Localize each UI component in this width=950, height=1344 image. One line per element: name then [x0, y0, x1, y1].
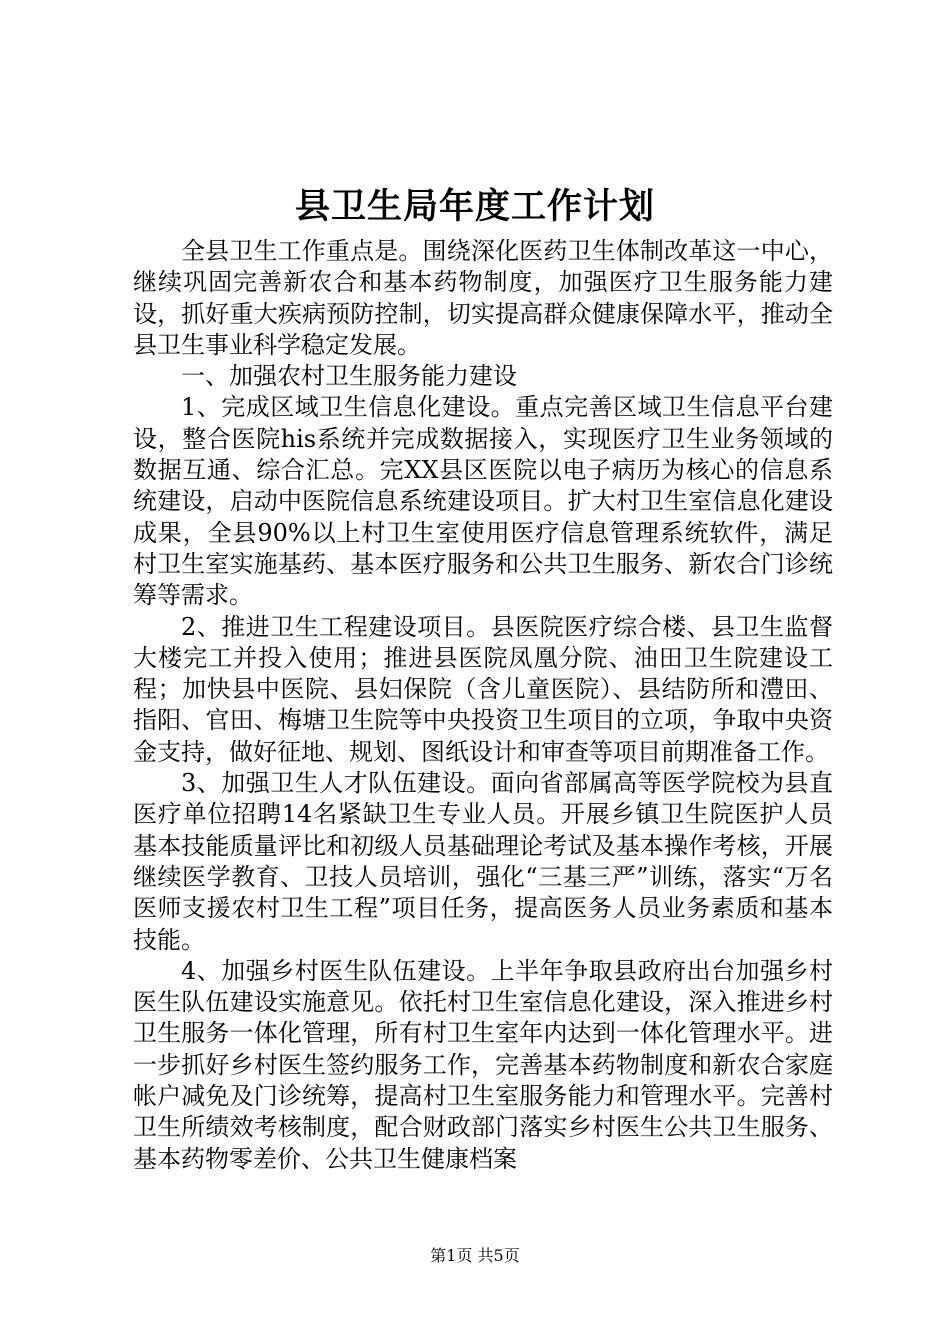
document-title: 县卫生局年度工作计划 — [294, 186, 655, 227]
paragraph-item-3: 3、加强卫生人才队伍建设。面向省部属高等医学院校为县直医疗单位招聘14名紧缺卫生专业人员。开展乡镇卫生院医护人员基本技能质量评比和初级人员基础理论考试及基本操作考核，开展继续医学教育、卫技人员培训，强化“三基三严”训练，落实“万名医师支援农村卫生工程”项目任务，提高医务人员业务素质和基本技能。 — [133, 769, 833, 954]
paragraph-item-1: 1、完成区域卫生信息化建设。重点完善区域卫生信息平台建设，整合医院his系统并完成数据接入，实现医疗卫生业务领域的数据互通、综合汇总。完XX县区医院以电子病历为核心的信息系统建设，启动中医院信息系统建设项目。扩大村卫生室信息化建设成果，全县90%以上村卫生室使用医疗信息管理系统软件，满足村卫生室实施基药、基本医疗服务和公共卫生服务、新农合门诊统筹等需求。 — [133, 393, 833, 610]
section-heading-1: 一、加强农村卫生服务能力建设 — [181, 362, 517, 391]
document-body — [133, 236, 833, 1175]
paragraph-item-4: 4、加强乡村医生队伍建设。上半年争取县政府出台加强乡村医生队伍建设实施意见。依托村卫生室信息化建设，深入推进乡村卫生服务一体化管理，所有村卫生室年内达到一体化管理水平。进一步抓好乡村医生签约服务工作，完善基本药物制度和新农合家庭帐户减免及门诊统筹，提高村卫生室服务能力和管理水平。完善村卫生所绩效考核制度，配合财政部门落实乡村医生公共卫生服务、基本药物零差价、公共卫生健康档案 — [133, 956, 833, 1173]
page-footer: 第1页 共5页 — [430, 1246, 520, 1265]
paragraph-item-2: 2、推进卫生工程建设项目。县医院医疗综合楼、县卫生监督大楼完工并投入使用；推进县医院凤凰分院、油田卫生院建设工程；加快县中医院、县妇保院（含儿童医院）、县结防所和澧田、指阳、官田、梅塘卫生院等中央投资卫生项目的立项，争取中央资金支持，做好征地、规划、图纸设计和审查等项目前期准备工作。 — [133, 612, 833, 766]
paragraph-intro: 全县卫生工作重点是。围绕深化医药卫生体制改革这一中心，继续巩固完善新农合和基本药物制度，加强医疗卫生服务能力建设，抓好重大疾病预防控制，切实提高群众健康保障水平，推动全县卫生事业科学稳定发展。 — [133, 237, 833, 359]
